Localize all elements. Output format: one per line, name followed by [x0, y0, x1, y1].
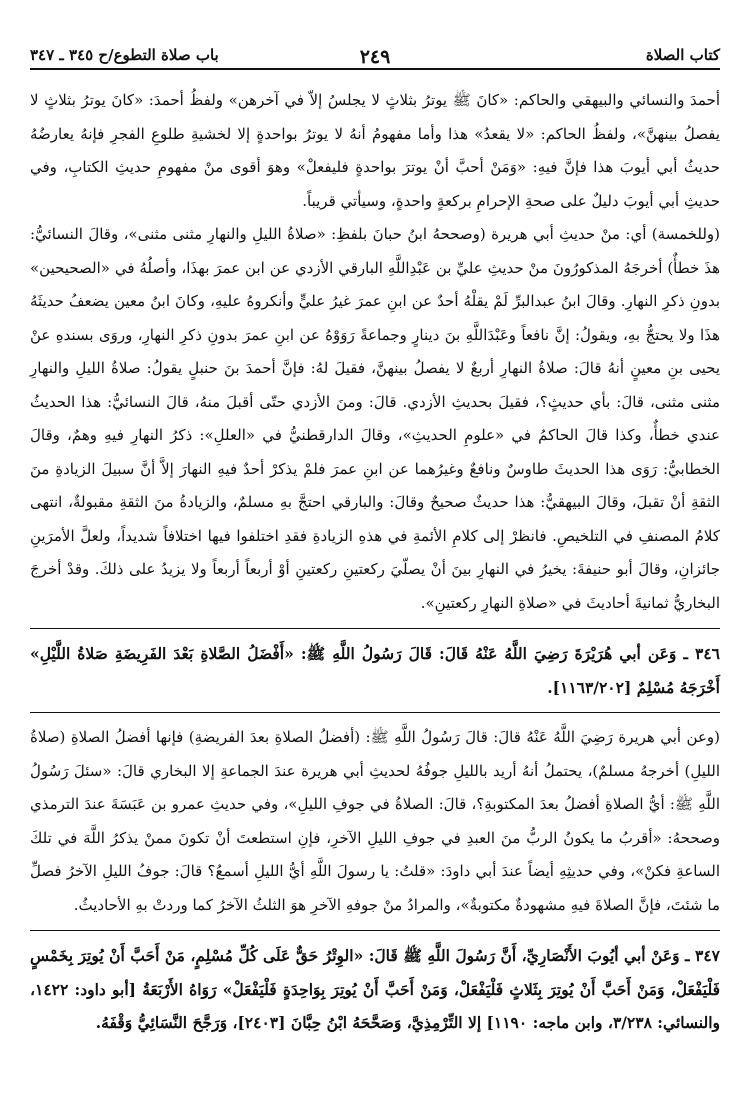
- section-divider: [30, 628, 720, 629]
- hadith-346: [30, 637, 720, 704]
- hadith-reference: [١١٦٣/٢٠٢].: [547, 677, 632, 697]
- hadith-number: ٣٤٦: [695, 644, 720, 663]
- hadith-text: ـ وَعَن أبي هُرَيْرَةَ رَضِيَ اللَّهُ عَنْهُ قَالَ: قَالَ رَسُولُ اللَّهِ ﷺ: «أَفْضَلُ الصَّلاةِ بَعْدَ الفَرِيضَةِ صَلاةُ اللَّيْلِ» أَخْرَجَهُ مُسْلِمٌ: [30, 644, 720, 697]
- page-number: ٢٤٩: [359, 46, 391, 68]
- hadith-text: ـ وَعَنْ أبي أيُوبَ الأَنْصَارِيِّ، أَنَّ رَسُولَ اللَّهِ ﷺ قَالَ: «الوِتْرُ حَقٌّ عَلَى كُلِّ مُسْلِمٍ، مَنْ أَحَبَّ أَنْ يُوتِرَ بِخَمْسٍ فَلْيَفْعَلْ، وَمَنْ أَحَبَّ أَنْ يُوتِرَ بِثَلاثٍ فَلْيَفْعَلْ، وَمَنْ أَحَبَّ أَنْ يُوتِرَ بِوَاحِدَةٍ فَلْيَفْعَلْ» رَوَاهُ الأَرْبَعَةُ: [30, 946, 720, 999]
- commentary-346: (وعن أبي هريرة رَضِيَ اللَّهُ عَنْهُ قالَ: قالَ رَسُولُ اللَّهِ ﷺ: (أفضلُ الصلاةِ بعدَ الفريضةِ) فإنها أفضلُ الصلاةِ (صلاةُ الليلِ) أخرجهُ مسلمٌ)، يحتملُ أنهُ أريد بالليلِ جوفُهُ لحديثِ أبي هريرة عندَ الجماعةِ إلا البخاري قالَ: «سئلَ رَسُولُ اللَّهِ ﷺ: أيُّ الصلاةِ أفضلُ بعدَ المكتوبةِ؟، قالَ: الصلاةُ في جوفِ الليلِ»، وفي حديثِ عمرو بن عَبَسَةَ عندَ الترمذي وصححهُ: «أقربُ ما يكونُ الربُّ منَ العبدِ في جوفِ الليلِ الآخرِ، فإنِ استطعتَ أنْ تكونَ ممنْ يذكرُ اللَّهَ في تلكَ الساعةِ فكنْ»، وفي حديثِهِ أيضاً عندَ أبي داودَ: «قلتُ: يا رسولَ اللَّهِ أيُّ الليلِ أسمعُ؟ قالَ: جوفُ الليلِ الآخرُ فصلِّ ما شئتَ، فإنَّ الصلاةَ فيهِ مشهودةٌ مكتوبةٌ»، والمرادُ منْ جوفهِ الآخرِ هوَ الثلثُ الآخرُ كما وردتْ بهِ الأحاديثُ.: [30, 728, 720, 914]
- paragraph: (وللخمسة) أي: منْ حديثِ أبي هريرة (وصححهُ ابنُ حبانَ بلفظِ: «صلاةُ الليلِ والنهارِ مثنى مثنى»، وقالَ النسائيُّ: هذَ خطأٌ) أخرجَهُ المذكورُونَ منْ حديثِ عليِّ بن عَبْدِاللَّهِ البارقي الأزدي عن ابن عمرَ بهذَا، وأصلُهُ في «الصحيحين» بدونِ ذكرِ النهارِ. وقالَ ابنُ عبدالبرِّ لَمْ يقلْهُ أحدٌ عن ابنِ عمرَ غيرُ عليٍّ وأنكروهُ عليهِ، وكانَ ابنُ معين يضعفُ حديثَهُ هذَا ولا يحتجُّ بهِ، ويقولُ: إنَّ نافعاً وعَبْدَاللَّهِ بنَ دينارٍ وجماعةً رَوَوْهُ عن ابنِ عمرَ بدونِ ذكرِ النهارِ، وروَى بسندهِ عنْ يحيى بنِ معينٍ أنهُ قالَ: صلاةُ النهارِ أربعٌ لا يفصلُ بينهنَّ، فقيلَ لهُ: فإنَّ أحمدَ بنَ حنبلٍ يقولُ: صلاةُ الليلِ والنهارِ مثنى مثنى، قالَ: بأي حديثٍ؟، فقيلَ بحديثِ الأزدي. قالَ: ومنَ الأزدي حتّى أقبلَ منهُ، قالَ النسائيُّ: هذا الحديثُ عندي خطأٌ، وكذا قالَ الحاكمُ في «علومِ الحديثِ»، وقالَ الدارقطنيُّ في «العللِ»: ذكرُ النهارِ فيهِ وهمٌ، وقالَ الخطابيُّ: رَوَى هذا الحديثَ طاوسٌ ونافعٌ وغيرُهما عن ابنِ عمرَ فلمْ يذكرْ أحدٌ فيهِ النهارَ إلاَّ أنَّ سبيلَ الزيادةِ منَ الثقةِ أنْ تقبلَ، وقالَ البيهقيُّ: هذا حديثٌ صحيحٌ وقالَ: والبارقي احتجَّ بهِ مسلمٌ، والزيادةُ منَ الثقةِ مقبولةٌ، انتهى كلامُ المصنفِ في التلخيصِ. فانظرْ إلى كلامِ الأئمةِ في هذهِ الزيادةِ فقدِ اختلفوا فيها اختلافاً شديداً، ولعلَّ الأمرَينِ جائزانِ، وقالَ أبو حنيفةَ: يخيرُ في النهارِ بينَ أنْ يصلّيَ ركعتينِ ركعتينِ أوْ أربعاً أربعاً ولا يزيدُ على ذلكَ. وقدْ أخرجَ البخاريُّ ثمانيةَ أحاديثَ في «صلاةِ النهارِ ركعتينِ».: [30, 225, 720, 612]
- hadith-number: ٣٤٧: [695, 946, 720, 965]
- paragraph: أحمدَ والنسائي والبيهقي والحاكم: «كانَ ﷺ يوترُ بثلاثٍ لا يجلسُ إلاّ في آخرهن» ولفظُ أحمدَ: «كانَ يوترُ بثلاثٍ لا يفصلُ بينهنَّ»، ولفظُ الحاكم: «لا يقعدُ» هذا وأما مفهومُ أنهُ لا يوترُ بواحدةٍ إلا لخشيةِ طلوعِ الفجرِ فإنهُ يعارضُهُ حديثُ أبي أيوبَ هذا فإنَّ فيهِ: «وَمَنْ أحبَّ أنْ يوترَ بواحدةٍ فليفعلْ» وهوَ أقوى منْ مفهومِ حديثِ الكتابِ، وفي حديثِ أبي أيوبَ دليلٌ على صحةِ الإحرامِ بركعةٍ واحدةٍ، وسيأتي قريباً.: [30, 91, 720, 210]
- page-header: [30, 0, 720, 70]
- chapter-title: باب صلاة التطوع/ح ٣٤٥ ـ ٣٤٧: [30, 46, 219, 64]
- page-body: [30, 84, 720, 1040]
- section-divider: [30, 712, 720, 713]
- hadith-347: [30, 939, 720, 1040]
- hadith-reference: [أبو داود: ١٤٢٢، والنسائي: ٣/٢٣٨، وابن ماجه: ١١٩٠] إلا التِّرْمِذِيَّ، وَصَحَّحَهُ ابْنُ حِبَّانَ [٢٤٠٣]، وَرَجَّحَ النَّسَائِيُّ وَقْفَهُ.: [30, 979, 720, 1032]
- book-title: كتاب الصلاة: [645, 46, 720, 64]
- section-divider: [30, 930, 720, 931]
